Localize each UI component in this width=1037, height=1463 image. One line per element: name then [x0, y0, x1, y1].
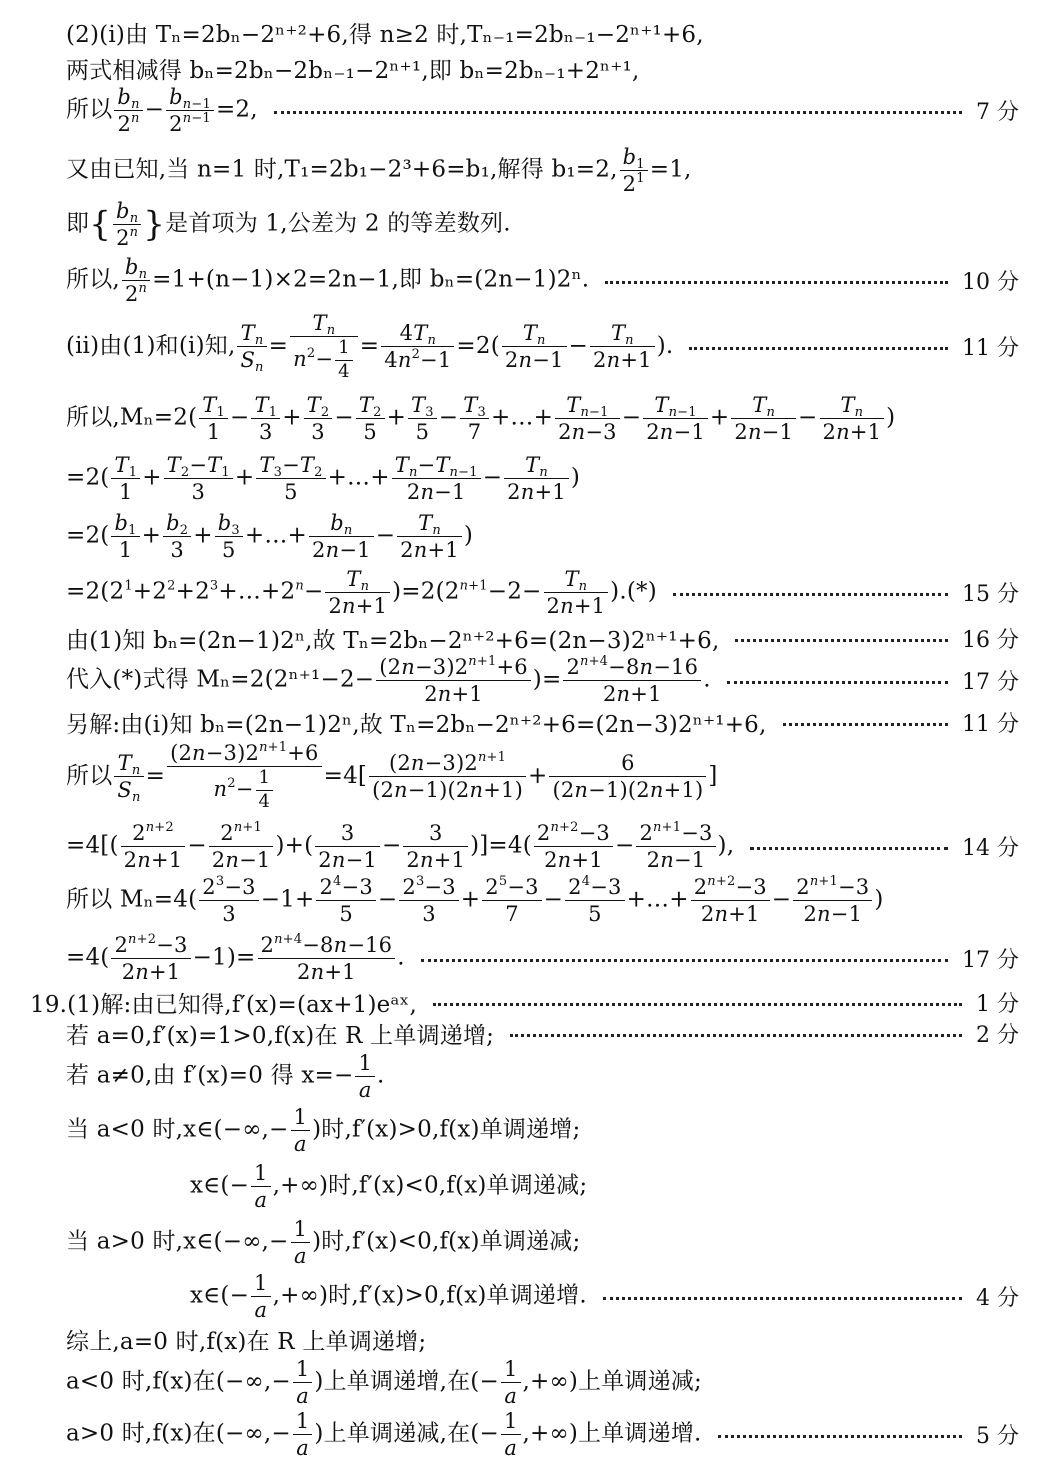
line-14-text: 另解:由(ⅰ)知 bₙ=(2n−1)2ⁿ,故 Tₙ=2bₙ−2ⁿ⁺²+6=(2n−3)2ⁿ⁺¹+6,: [66, 712, 767, 738]
question-19-heading: [30, 986, 1019, 1019]
dot-leader: [735, 639, 948, 642]
dot-leader: [605, 281, 948, 284]
line-21-content: 若 a≠0,由 f′(x)=0 得 x=− $\frac{1}{a}$ .: [66, 1051, 385, 1103]
line-23-prefix: x∈(−: [190, 1172, 250, 1199]
dot-leader: [689, 347, 948, 350]
score-label: 1 分: [976, 992, 1019, 1017]
line-6-content: [66, 256, 589, 305]
line-28-suffix: ,+∞)上单调递增.: [522, 1420, 702, 1447]
formula-l4-frac: $\frac{b_1}{2^1}$: [620, 146, 648, 195]
line-16: [66, 822, 1019, 871]
dot-leader: [433, 1003, 962, 1006]
line-25-content: x∈(− $\frac{1}{a}$ ,+∞)时,f′(x)>0,f(x)单调递增.: [190, 1271, 587, 1323]
line-1-text: (2)(ⅰ)由 Tₙ=2bₙ−2ⁿ⁺²+6,得 n≥2 时,Tₙ₋₁=2bₙ₋₁−2ⁿ⁺¹+6,: [66, 22, 704, 48]
score-label: 4 分: [976, 1286, 1019, 1312]
line-5-suffix: 是首项为 1,公差为 2 的等差数列.: [165, 210, 511, 237]
score-label: 5 分: [976, 1424, 1019, 1450]
line-24-prefix: 当 a>0 时,x∈(−∞,−: [66, 1228, 289, 1255]
line-11-content: $=2(2^1+2^2+2^3+\dots+2^n-$ $\frac{T_n}{2n+1}$ )$=2(2^{n+1}-2-$ $\frac{T_n}{2n+1}$ ).(*): [66, 567, 657, 619]
line-6-prefix: 所以,: [66, 266, 120, 293]
line-22-content: 当 a<0 时,x∈(−∞,− $\frac{1}{a}$ )时,f′(x)>0,f(x)单调递增;: [66, 1105, 581, 1157]
line-13-prefix: 代入(*)式得 Mₙ=2(2ⁿ⁺¹−2−: [66, 666, 375, 693]
score-label: 16 分: [962, 628, 1019, 653]
line-23-content: x∈(− $\frac{1}{a}$ ,+∞)时,f′(x)<0,f(x)单调递减;: [190, 1161, 588, 1213]
line-24: [66, 1218, 1019, 1267]
dot-leader: [727, 681, 948, 684]
line-2: [66, 52, 1019, 85]
score-label: 11 分: [962, 712, 1019, 737]
line-13-content: 代入(*)式得 Mₙ=2(2ⁿ⁺¹−2− $\frac{(2n-3)2^{n+1}+6}{2n+1}$ )= $\frac{2^{n+4}-8n-16}{2n+1}$ .: [66, 654, 711, 707]
line-20-text: 若 a=0,f′(x)=1>0,f(x)在 R 上单调递增;: [66, 1023, 495, 1049]
line-18-content: =4( $\frac{2^{n+2}-3}{2n+1}$ −1)= $\frac{2^{n+4}-8n-16}{2n+1}$ .: [66, 932, 405, 985]
line-15: [66, 742, 1019, 812]
line-15-content: 所以 $\frac{T_n}{S_n}$ = $(2n-3)2^{n+1}+6$ $n^2-$ $\frac{1}{4}$ =4[ $\frac{(2n-3)2^{n+1}}{(2n-1)(2n+1)}$ + $\frac{6}{(2n-1)(2n+1)}$ ]: [66, 740, 718, 812]
dot-leader: [603, 1297, 962, 1300]
line-22-prefix: 当 a<0 时,x∈(−∞,−: [66, 1116, 289, 1143]
line-24-content: 当 a>0 时,x∈(−∞,− $\frac{1}{a}$ )时,f′(x)<0,f(x)单调递减;: [66, 1217, 581, 1269]
line-21: [66, 1052, 1019, 1101]
line-25: [190, 1272, 1019, 1321]
line-9-content: =2( $\frac{T_1}{1}$ + $\frac{T_2-T_1}{3}$ + $\frac{T_3-T_2}{5}$ +…+ $\frac{T_n-T_{n-1}}{2n-1}$ − $\frac{T_n}{2n+1}$ ): [66, 453, 581, 505]
score-label: 15 分: [962, 582, 1019, 608]
dot-leader: [510, 1034, 962, 1037]
line-5-prefix: 即: [66, 210, 90, 237]
line-27: [66, 1358, 1019, 1407]
score-label: 11 分: [962, 336, 1019, 362]
line-10-content: =2( $\frac{b_1}{1}$ + $\frac{b_2}{3}$ + $\frac{b_3}{5}$ +…+ $\frac{b_n}{2n-1}$ − $\frac{T_n}{2n+1}$ ): [66, 511, 474, 563]
score-label: 2 分: [976, 1023, 1019, 1048]
line-20: [66, 1017, 1019, 1050]
line-5-content: 即{ $\frac{b_n}{2^n}$ }是首项为 1,公差为 2 的等差数列.: [66, 199, 511, 251]
line-23-suffix: ,+∞)时,f′(x)<0,f(x)单调递减;: [272, 1172, 588, 1199]
line-27-content: a<0 时,f(x)在(−∞,− $\frac{1}{a}$ )上单调递增,在(− $\frac{1}{a}$ ,+∞)上单调递减;: [66, 1357, 702, 1409]
line-27-prefix: a<0 时,f(x)在(−∞,−: [66, 1368, 291, 1395]
line-28-prefix: a>0 时,f(x)在(−∞,−: [66, 1420, 291, 1447]
score-label: 14 分: [962, 836, 1019, 862]
line-28: [66, 1410, 1019, 1459]
line-27-suffix: ,+∞)上单调递减;: [522, 1368, 702, 1395]
formula-l3-frac2: $\frac{b_{n-1}}{2^{n-1}}$: [166, 86, 214, 135]
line-9: [66, 454, 1019, 503]
line-8-prefix: 所以,Mₙ=2(: [66, 404, 198, 431]
line-7-prefix: (ⅱ)由(1)和(ⅰ)知,: [66, 332, 236, 359]
line-13: [66, 656, 1019, 705]
formula-l5-frac: $\frac{b_n}{2^n}$: [113, 200, 141, 249]
line-6: [66, 256, 1019, 305]
line-3: [66, 86, 1019, 135]
line-14: [66, 706, 1019, 739]
line-17-content: 所以 Mₙ=4( $\frac{2^3-3}{3}$ −1+ $\frac{2^4-3}{5}$ − $\frac{2^3-3}{3}$ + $\frac{2^5-3}{7}$ − $\frac{2^4-3}{5}$ +…+ $\frac{2^{n+2}-3}{2n+1}$ − $\frac{2^{n+1}-3}{2n-1}$ ): [66, 874, 884, 927]
score-label: 17 分: [962, 948, 1019, 974]
line-22-suffix: )时,f′(x)>0,f(x)单调递增;: [312, 1116, 581, 1143]
line-8-content: 所以,Mₙ=2( $\frac{T_1}{1}$ − $\frac{T_1}{3}$ + $\frac{T_2}{3}$ − $\frac{T_2}{5}$ + $\frac{T_3}{5}$ − $\frac{T_3}{7}$ +…+ $\frac{T_{n-1}}{2n-3}$ − $\frac{T_{n-1}}{2n-1}$ + $\frac{T_n}{2n-1}$ − $\frac{T_n}{2n+1}$ ): [66, 393, 896, 445]
line-11: [66, 568, 1019, 617]
line-1: [66, 16, 1019, 49]
score-label: 17 分: [962, 670, 1019, 696]
line-10: [66, 512, 1019, 561]
line-21-text: 若 a≠0,由 f′(x)=0 得 x=−: [66, 1062, 354, 1089]
line-18: [66, 934, 1019, 983]
line-23: [190, 1162, 1019, 1211]
line-2-text: 两式相减得 bₙ=2bₙ−2bₙ₋₁−2ⁿ⁺¹,即 bₙ=2bₙ₋₁+2ⁿ⁺¹,: [66, 58, 640, 84]
line-22: [66, 1106, 1019, 1155]
formula-l3-frac1: $\frac{b_n}{2^n}$: [114, 86, 142, 135]
line-16-content: =4[( $\frac{2^{n+2}}{2n+1}$ − $\frac{2^{n+1}}{2n-1}$ )+( $\frac{3}{2n-1}$ − $\frac{3}{2n+1}$ )]=4( $\frac{2^{n+2}-3}{2n+1}$ − $\frac{2^{n+1}-3}{2n-1}$ ),: [66, 820, 735, 873]
dot-leader: [421, 959, 948, 962]
score-label: 7 分: [976, 100, 1019, 126]
line-17-prefix: 所以 Mₙ=4(: [66, 886, 198, 913]
formula-l6-frac: $\frac{b_n}{2^n}$: [122, 256, 150, 305]
line-25-suffix: ,+∞)时,f′(x)>0,f(x)单调递增.: [272, 1282, 587, 1309]
line-26-text: 综上,a=0 时,f(x)在 R 上单调递增;: [66, 1329, 427, 1355]
line-3-content: 所以 $\frac{b_n}{2^n}$ − $\frac{b_{n-1}}{2^{n-1}}$ =2,: [66, 85, 258, 137]
line-27-mid: )上单调递增,在(−: [314, 1368, 499, 1395]
line-5: [66, 200, 1019, 249]
line-4-content: 又由已知,当 n=1 时,T₁=2b₁−2³+6=b₁,解得 b₁=2, $\frac{b_1}{2^1}$ =1,: [66, 145, 692, 197]
dot-leader: [750, 847, 948, 850]
line-26: [66, 1323, 1019, 1356]
line-7-content: (ⅱ)由(1)和(ⅰ)知, $\frac{T_n}{S_n}$ = $T_n$ $n^2-$ $\frac{1}{4}$ = $\frac{4T_n}{4n^2-1}$ =2( $\frac{T_n}{2n-1}$ − $\frac{T_n}{2n+1}$ ).: [66, 311, 674, 382]
line-25-prefix: x∈(−: [190, 1282, 250, 1309]
dot-leader: [274, 111, 962, 114]
line-3-prefix: 所以: [66, 96, 113, 123]
line-17: [66, 876, 1019, 925]
line-7: [66, 312, 1019, 382]
dot-leader: [673, 593, 948, 596]
line-4-text: 又由已知,当 n=1 时,T₁=2b₁−2³+6=b₁,解得 b₁=2,: [66, 156, 618, 183]
line-12-text: 由(1)知 bₙ=(2n−1)2ⁿ,故 Tₙ=2bₙ−2ⁿ⁺²+6=(2n−3)2ⁿ⁺¹+6,: [66, 628, 720, 654]
dot-leader: [718, 1435, 962, 1438]
line-8: [66, 394, 1019, 443]
line-4: [66, 146, 1019, 195]
line-19-text: 19.(1)解:由已知得,f′(x)=(ax+1)eᵃˣ,: [30, 992, 418, 1018]
line-28-mid: )上单调递减,在(−: [314, 1420, 499, 1447]
line-24-suffix: )时,f′(x)<0,f(x)单调递减;: [312, 1228, 581, 1255]
line-12: [66, 622, 1019, 655]
line-28-content: a>0 时,f(x)在(−∞,− $\frac{1}{a}$ )上单调递减,在(− $\frac{1}{a}$ ,+∞)上单调递增.: [66, 1409, 702, 1461]
score-label: 10 分: [962, 270, 1019, 296]
line-6-suffix: =1+(n−1)×2=2n−1,即 bₙ=(2n−1)2ⁿ.: [152, 266, 590, 293]
line-15-prefix: 所以: [66, 762, 113, 789]
dot-leader: [783, 723, 948, 726]
